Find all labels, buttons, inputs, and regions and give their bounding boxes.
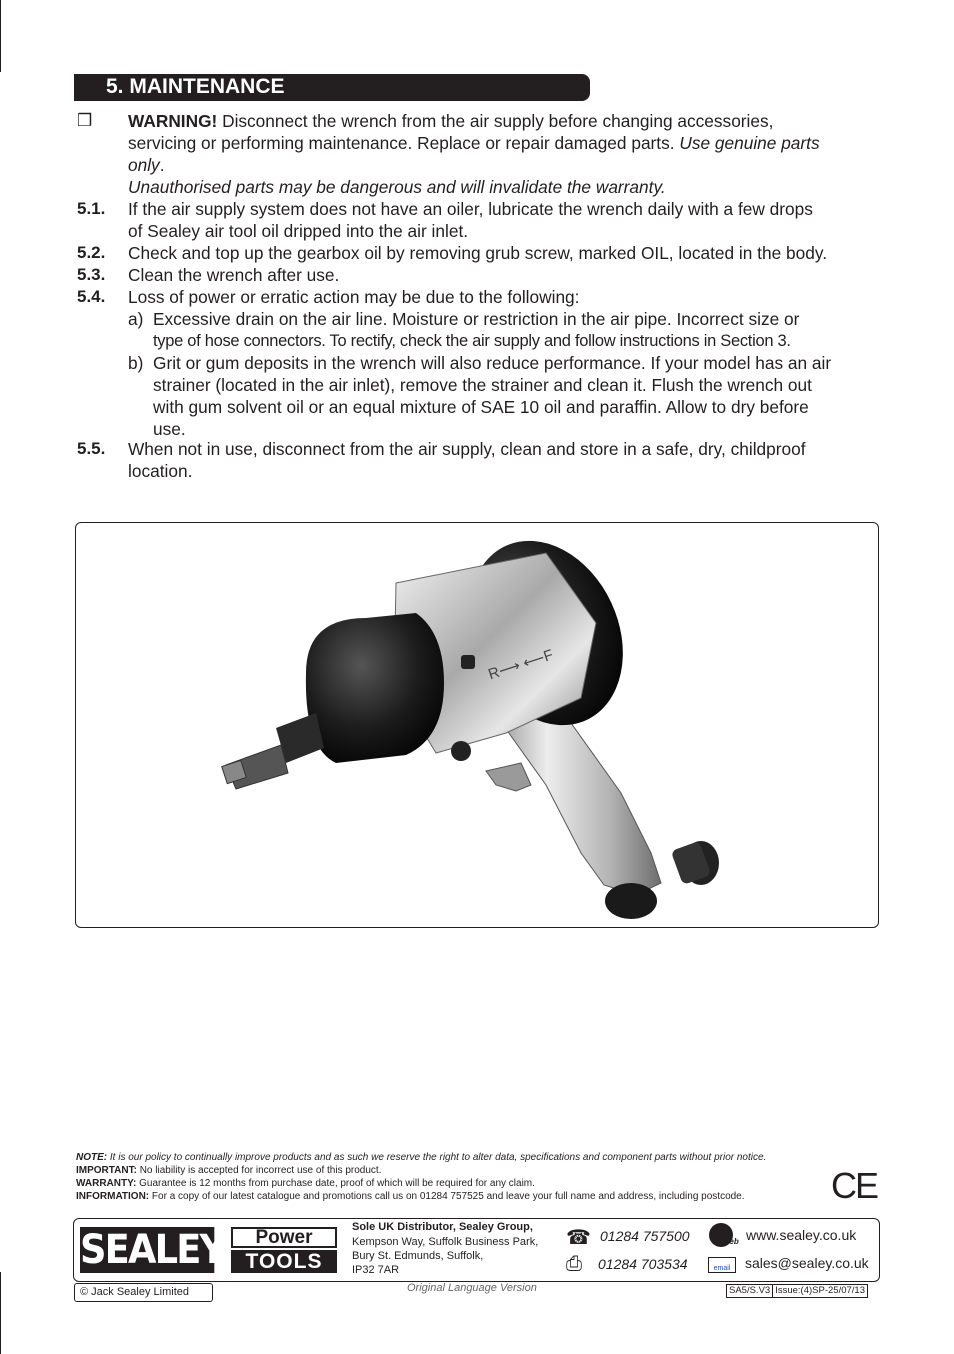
original-language-note: Original Language Version bbox=[407, 1282, 537, 1294]
warning-line-2 bbox=[128, 132, 888, 154]
warning-bullet: ❒ bbox=[77, 111, 93, 130]
section-header bbox=[74, 74, 590, 101]
item-a-line-2: type of hose connectors. To rectify, check the air supply and follow instructions in Section 3. bbox=[153, 332, 791, 350]
copyright-box: © Jack Sealey Limited bbox=[74, 1283, 213, 1302]
ce-mark: CE bbox=[831, 1165, 878, 1206]
email-link[interactable]: sales@sealey.co.uk bbox=[745, 1255, 869, 1271]
warranty-label: WARRANTY: bbox=[76, 1178, 137, 1189]
warranty-line bbox=[76, 1177, 766, 1190]
item-a-label: a) bbox=[128, 309, 144, 329]
page-edge-top bbox=[0, 0, 1, 72]
important-label: IMPORTANT: bbox=[76, 1165, 137, 1176]
power-logo: Power bbox=[231, 1227, 337, 1248]
address-line-3: IP32 7AR bbox=[352, 1264, 400, 1276]
item-5-2-number: 5.2. bbox=[77, 243, 106, 262]
item-5-1-number: 5.1. bbox=[77, 199, 106, 218]
model-code: SA5/S.V3 bbox=[729, 1285, 771, 1296]
website-link[interactable]: www.sealey.co.uk bbox=[746, 1227, 857, 1243]
rotation-marking: R⟶ ⟵F bbox=[486, 646, 556, 684]
warning-line-3: only. bbox=[128, 155, 165, 175]
warning-line-4 bbox=[128, 176, 888, 198]
item-5-3-number: 5.3. bbox=[77, 265, 106, 284]
item-5-5-number: 5.5. bbox=[77, 439, 106, 458]
issue-code-box bbox=[726, 1284, 868, 1298]
address-line-2: Bury St. Edmunds, Suffolk, bbox=[352, 1250, 484, 1262]
warning-label: WARNING! bbox=[128, 111, 218, 131]
page-edge-bottom bbox=[0, 1272, 1, 1354]
item-b-label: b) bbox=[128, 353, 144, 373]
item-5-1-line-2: of Sealey air tool oil dripped into the air inlet. bbox=[128, 221, 469, 241]
item-5-4-number: 5.4. bbox=[77, 287, 106, 306]
item-a-line-1: Excessive drain on the air line. Moisture or restriction in the air pipe. Incorrect size or bbox=[153, 309, 800, 329]
email-icon-label: email bbox=[713, 1265, 731, 1272]
item-5-5-line-2: location. bbox=[128, 461, 193, 481]
warning-text-3: only bbox=[128, 155, 160, 175]
warranty-text: Guarantee is 12 months from purchase date, proof of which will be required for any claim. bbox=[136, 1178, 535, 1189]
item-b-line-1: Grit or gum deposits in the wrench will also reduce performance. If your model has an air bbox=[153, 353, 832, 373]
warning-text-1: Disconnect the wrench from the air supply before changing accessories, bbox=[217, 111, 774, 131]
item-5-2-line-1: Check and top up the gearbox oil by removing grub screw, marked OIL, located in the body. bbox=[128, 243, 828, 263]
item-5-5-line-1: When not in use, disconnect from the air supply, clean and store in a safe, dry, childproof bbox=[128, 439, 806, 459]
product-image-frame bbox=[75, 522, 879, 928]
important-text: No liability is accepted for incorrect use of this product. bbox=[136, 1165, 382, 1176]
information-line bbox=[76, 1190, 766, 1203]
warning-line-1 bbox=[128, 110, 888, 132]
note-label: NOTE: bbox=[76, 1152, 108, 1163]
section-title: 5. MAINTENANCE bbox=[106, 75, 285, 98]
item-b-line-2: strainer (located in the air inlet), remove the strainer and clean it. Flush the wrench out bbox=[153, 375, 812, 395]
item-5-4-line-1: Loss of power or erratic action may be due to the following: bbox=[128, 287, 580, 307]
notes-block bbox=[76, 1151, 766, 1203]
information-text: For a copy of our latest catalogue and promotions call us on 01284 757525 and leave your full name and address, including postcode. bbox=[149, 1191, 745, 1202]
information-label: INFORMATION: bbox=[76, 1191, 150, 1202]
email-icon bbox=[708, 1257, 736, 1273]
note-text: It is our policy to continually improve products and as such we reserve the right to alter data, specifications and component parts without prior notice. bbox=[107, 1152, 767, 1163]
item-5-3-line-1: Clean the wrench after use. bbox=[128, 265, 340, 285]
footer-box bbox=[73, 1218, 880, 1282]
web-label: Web bbox=[722, 1237, 739, 1246]
item-b-line-4: use. bbox=[153, 419, 186, 439]
impact-wrench-illustration bbox=[76, 523, 878, 927]
fax-number: 01284 703534 bbox=[598, 1256, 688, 1272]
phone-icon: ☎ bbox=[566, 1227, 591, 1249]
warning-genuine-parts: Use genuine parts bbox=[679, 133, 820, 153]
address-line-1: Kempson Way, Suffolk Business Park, bbox=[352, 1236, 539, 1248]
item-b-line-3: with gum solvent oil or an equal mixture of SAE 10 oil and paraffin. Allow to dry before bbox=[153, 397, 809, 417]
issue-code: Issue:(4)SP-25/07/13 bbox=[772, 1285, 867, 1297]
note-line bbox=[76, 1151, 766, 1164]
item-5-1-line-1: If the air supply system does not have an oiler, lubricate the wrench daily with a few drops bbox=[128, 199, 813, 219]
sealey-logo: SEALEY bbox=[80, 1227, 225, 1273]
important-line bbox=[76, 1164, 766, 1177]
fax-icon: ⎙ bbox=[566, 1253, 582, 1275]
distributor-name: Sole UK Distributor, Sealey Group, bbox=[352, 1221, 533, 1233]
warning-text-2: servicing or performing maintenance. Replace or repair damaged parts. bbox=[128, 133, 680, 153]
tools-logo: TOOLS bbox=[231, 1250, 337, 1273]
warning-text-4: Unauthorised parts may be dangerous and will invalidate the warranty. bbox=[128, 177, 666, 197]
phone-number: 01284 757500 bbox=[600, 1228, 690, 1244]
